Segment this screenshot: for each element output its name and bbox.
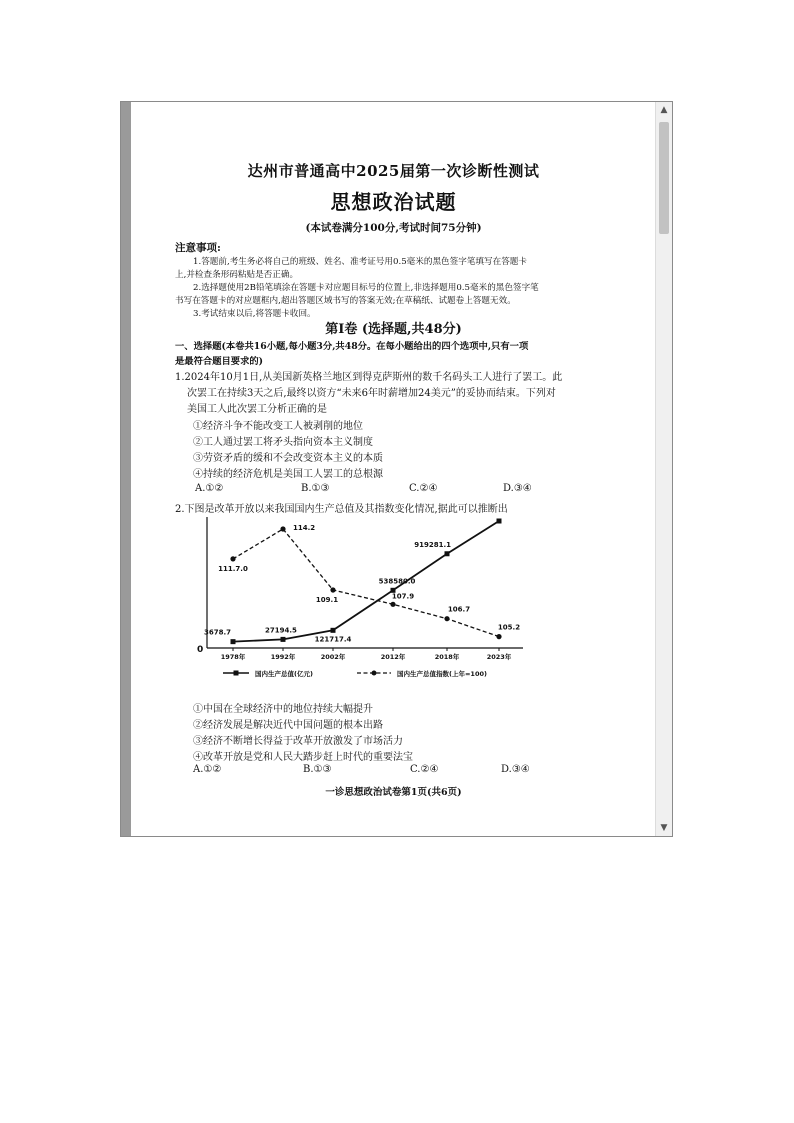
exam-title: 达州市普通高中2025届第一次诊断性测试 (247, 162, 540, 180)
notice-line: 2.选择题使用2B铅笔填涂在答题卡对应题目标号的位置上,非选择题用0.5毫米的黑色签字笔 (193, 283, 539, 293)
viewer-left-margin (121, 102, 131, 836)
q1-item: ②工人通过罢工将矛头指向资本主义制度 (193, 437, 373, 448)
gdp-data-label: 919281.1 (414, 540, 451, 549)
index-point (280, 526, 285, 531)
gdp-data-label: 538580.0 (378, 577, 416, 586)
section-instructions: 是最符合题目要求的) (175, 356, 264, 367)
q2-option-d: D.③④ (501, 764, 530, 775)
x-tick-label: 2002年 (320, 653, 346, 661)
gdp-point (497, 519, 502, 524)
q1-option-c: C.②④ (409, 483, 438, 494)
exam-page (131, 102, 656, 836)
q2-item: ①中国在全球经济中的地位持续大幅提升 (193, 704, 373, 715)
section-title: 第Ⅰ卷 (选择题,共48分) (325, 322, 462, 337)
notice-line: 1.答题前,考生务必将自己的班级、姓名、准考证号用0.5毫米的黑色签字笔填写在答题卡 (193, 257, 527, 267)
index-data-label: 114.2 (293, 523, 316, 532)
q2-option-b: B.①③ (303, 764, 332, 775)
index-point (330, 587, 335, 592)
origin-label: 0 (197, 645, 204, 655)
q1-stem: 美国工人此次罢工分析正确的是 (187, 404, 327, 415)
subject-title: 思想政治试题 (330, 190, 457, 214)
legend-marker-index (372, 671, 377, 676)
q2-option-c: C.②④ (410, 764, 439, 775)
index-data-label: 107.9 (391, 592, 415, 601)
index-data-label: 109.1 (315, 595, 339, 604)
gdp-point (231, 639, 236, 644)
q2-item: ④改革开放是党和人民大踏步赶上时代的重要法宝 (193, 752, 413, 763)
x-tick-label: 2018年 (434, 653, 460, 661)
x-tick-label: 2023年 (486, 653, 512, 661)
index-data-label: 105.2 (497, 623, 521, 632)
index-point (444, 616, 449, 621)
x-tick-label: 1992年 (270, 653, 296, 661)
legend-marker-gdp (234, 671, 239, 676)
q2-item: ②经济发展是解决近代中国问题的根本出路 (193, 720, 383, 731)
index-point (230, 556, 235, 561)
notice-heading: 注意事项: (175, 242, 221, 254)
document-viewer (120, 101, 673, 837)
gdp-point (281, 637, 286, 642)
scrollbar-thumb[interactable] (659, 122, 669, 234)
q2-stem: 2.下图是改革开放以来我国国内生产总值及其指数变化情况,据此可以推断出 (175, 504, 508, 515)
q1-item: ③劳资矛盾的缓和不会改变资本主义的本质 (193, 453, 383, 464)
q2-option-a: A.①② (193, 764, 222, 775)
index-data-label: 111.7.0 (218, 564, 248, 573)
gdp-point (445, 551, 450, 556)
q1-stem: 1.2024年10月1日,从美国新英格兰地区到得克萨斯州的数千名码头工人进行了罢工。此 (175, 372, 563, 383)
q1-option-d: D.③④ (503, 483, 532, 494)
index-point (390, 602, 395, 607)
notice-line: 上,并检查条形码粘贴是否正确。 (175, 270, 299, 280)
q1-option-b: B.①③ (301, 483, 330, 494)
gdp-data-label: 121717.4 (314, 635, 352, 644)
index-data-label: 106.7 (447, 605, 471, 614)
vertical-scrollbar[interactable] (655, 102, 672, 836)
legend-label-gdp: 国内生产总值(亿元) (255, 670, 313, 678)
legend-label-index: 国内生产总值指数(上年=100) (397, 670, 487, 678)
exam-subtitle: (本试卷满分100分,考试时间75分钟) (305, 222, 482, 234)
q1-item: ④持续的经济危机是美国工人罢工的总根源 (193, 469, 383, 480)
q2-item: ③经济不断增长得益于改革开放激发了市场活力 (193, 736, 403, 747)
x-tick-label: 2012年 (380, 653, 406, 661)
x-tick-label: 1978年 (220, 653, 246, 661)
scroll-down-arrow-icon[interactable]: ▼ (660, 823, 668, 833)
index-point (496, 634, 501, 639)
gdp-data-label: 27194.5 (265, 626, 297, 635)
gdp-chart (131, 517, 656, 697)
section-instructions: 一、选择题(本卷共16小题,每小题3分,共48分。在每小题给出的四个选项中,只有一项 (175, 341, 529, 352)
notice-line: 书写在答题卡的对应题框内,超出答题区域书写的答案无效;在草稿纸、试题卷上答题无效。 (175, 296, 516, 306)
gdp-point (331, 628, 336, 633)
page-footer: 一诊思想政治试卷第1页(共6页) (325, 787, 462, 798)
scroll-up-arrow-icon[interactable]: ▲ (660, 105, 668, 115)
notice-line: 3.考试结束以后,将答题卡收回。 (193, 309, 316, 319)
q1-item: ①经济斗争不能改变工人被剥削的地位 (193, 421, 363, 432)
q1-option-a: A.①② (195, 483, 224, 494)
gdp-data-label: 3678.7 (203, 628, 231, 637)
q1-stem: 次罢工在持续3天之后,最终以资方“未来6年时薪增加24美元”的妥协而结束。下列对 (187, 388, 556, 399)
